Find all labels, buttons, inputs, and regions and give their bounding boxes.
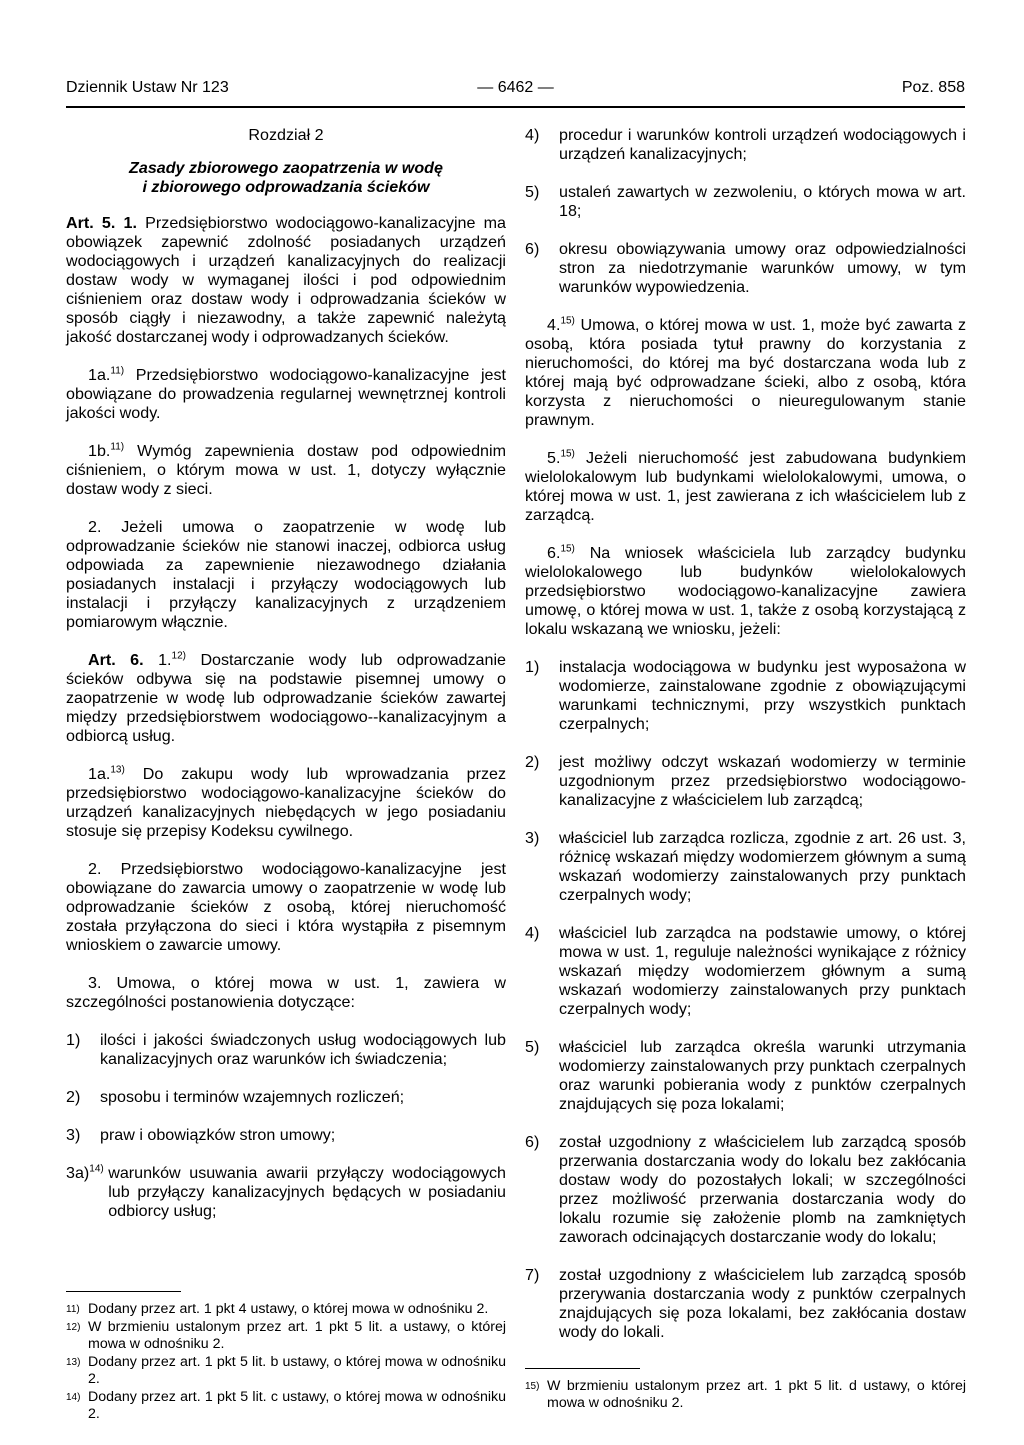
footnote-rule <box>66 1291 181 1292</box>
footnote-number: 13) <box>66 1357 81 1368</box>
chapter-title-line-1: Zasady zbiorowego zaopatrzenia w wodę <box>129 159 443 177</box>
footnote-ref-13[interactable]: 13) <box>110 764 125 776</box>
list-item-number: 6) <box>525 240 540 258</box>
list-item-number: 7) <box>525 1266 540 1284</box>
art6-paragraph-4 <box>525 316 966 430</box>
list-item <box>525 924 966 1019</box>
p4-text: Umowa, o której mowa w ust. 1, może być zawarta z osobą, która posiada tytuł prawny do korzystania z nieruchomości, do której ma być dostarczana woda lub z której mają być odprowadzane ścieki, albo z osobą, która korzysta z nieruchomości o nieuregulowanym stanie prawnym. <box>525 316 966 429</box>
footnote-number: 11) <box>66 1304 80 1315</box>
footnote-ref-15[interactable]: 15) <box>560 543 575 555</box>
footnote-rule <box>525 1368 640 1369</box>
chapter-heading: Rozdział 2 <box>248 126 324 144</box>
p1a-text: Przedsiębiorstwo wodociągowo-kanalizacyjne jest obowiązane do prowadzenia regularnej wewnętrznej kontroli jakości wody. <box>66 366 506 422</box>
item3a-number: 3a) <box>66 1164 90 1182</box>
footnote-ref-12[interactable]: 12) <box>171 650 186 662</box>
footnote-text: Dodany przez art. 1 pkt 5 lit. c ustawy, o której mowa w odnośniku 2. <box>88 1389 506 1422</box>
footnote-text: W brzmieniu ustalonym przez art. 1 pkt 5 lit. d ustawy, o której mowa w odnośniku 2. <box>547 1378 966 1411</box>
list-item <box>66 1126 506 1145</box>
list-item <box>66 1088 506 1107</box>
list-item-text: ustaleń zawartych w zezwoleniu, o których mowa w art. 18; <box>559 183 966 220</box>
list-item <box>525 183 966 221</box>
footnote <box>66 1319 506 1353</box>
p4-label: 4. <box>547 316 561 334</box>
list-item-text: okresu obowiązywania umowy oraz odpowiedzialności stron za niedotrzymanie warunków umowy, w tym warunków wypowiedzenia. <box>559 240 966 296</box>
art6-paragraph-5 <box>525 449 966 525</box>
list-item <box>525 753 966 810</box>
art6-paragraph-1 <box>66 651 506 746</box>
art5-paragraph-2: 2. Jeżeli umowa o zaopatrzenie w wodę lub odprowadzanie ścieków nie stanowi inaczej, odbiorca usług odpowiada za zapewnienie niezawodnego działania posiadanych instalacji i przyłączy wodociągowych lub instalacji i przyłączy kanalizacyjnych z urządzeniem pomiarowym włącznie. <box>66 518 506 631</box>
art5-paragraph-1a <box>66 366 506 423</box>
footnote-number: 14) <box>66 1392 81 1403</box>
p1b-text: Wymóg zapewnienia dostaw pod odpowiednim ciśnieniem, o którym mowa w ust. 1, dotyczy wyłącznie dostaw wody z sieci. <box>66 442 506 498</box>
footnote <box>66 1354 506 1388</box>
p6-text: Na wniosek właściciela lub zarządcy budynku wielolokalowego lub budynków wielolokalowych przedsiębiorstwo wodociągowo-kanalizacyjne zawiera umowę, o której mowa w ust. 1, także z osobą korzystającą z lokalu wskazaną we wniosku, jeżeli: <box>525 544 966 638</box>
list-item-text: właściciel lub zarządca na podstawie umowy, o której mowa w ust. 1, reguluje należności wynikające z różnicy wskazań między wodomierzem głównym a sumą wskazań wodomierzy zainstalowanych przy punktach czerpalnych wody; <box>559 924 966 1018</box>
list-item-text: ilości i jakości świadczonych usług wodociągowych lub kanalizacyjnych oraz warunków ich świadczenia; <box>100 1031 506 1068</box>
art6-text: Dostarczanie wody lub odprowadzanie ścieków odbywa się na podstawie pisemnej umowy o zaopatrzenie w wodę lub odprowadzanie ścieków zawartej między przedsiębiorstwem wodociągowo--kanalizacyjnym a odbiorcą usług. <box>66 651 506 745</box>
chapter-title <box>66 159 506 197</box>
list-item-text: procedur i warunków kontroli urządzeń wodociągowych i urządzeń kanalizacyjnych; <box>559 126 966 163</box>
footnote <box>66 1301 506 1318</box>
list-item-number: 3) <box>66 1126 81 1144</box>
p1b-label: 1b. <box>88 442 111 460</box>
list-item-text: warunków usuwania awarii przyłączy wodociągowych lub przyłączy kanalizacyjnych będących w posiadaniu odbiorcy usług; <box>108 1164 506 1220</box>
art5-paragraph-1 <box>66 214 506 347</box>
footnote-ref-11[interactable]: 11) <box>110 365 125 377</box>
chapter-title-line-2: i zbiorowego odprowadzania ścieków <box>142 178 430 196</box>
list-item-number: 5) <box>525 183 540 201</box>
list-item <box>525 1038 966 1114</box>
left-column <box>66 126 506 1424</box>
footnote-ref-15[interactable]: 15) <box>560 315 575 327</box>
list-item <box>525 240 966 297</box>
list-item <box>66 1031 506 1069</box>
list-item-number: 2) <box>66 1088 81 1106</box>
page-header <box>66 78 965 100</box>
art5-label: Art. 5. 1. <box>66 214 137 232</box>
list-item-number: 5) <box>525 1038 540 1056</box>
art6-1a-text: Do zakupu wody lub wprowadzania przez przedsiębiorstwo wodociągowo-kanalizacyjne ścieków do urządzeń kanalizacyjnych niebędących w jego posiadaniu stosuje się przepisy Kodeksu cywilnego. <box>66 765 506 840</box>
art6-label: Art. 6. <box>88 651 144 669</box>
list-item-text: został uzgodniony z właścicielem lub zarządcą sposób przerywania dostarczania wody z punktów czerpalnych znajdujących się poza lokalami, bez zakłócania dostaw wody do lokali. <box>559 1266 966 1341</box>
position-number: Poz. 858 <box>901 79 965 96</box>
page-number: — 6462 — <box>477 79 554 96</box>
list-item-text: instalacja wodociągowa w budynku jest wyposażona w wodomierze, zainstalowane zgodnie z obowiązującymi warunkami technicznymi, przy wszystkich punktach czerpalnych; <box>559 658 966 733</box>
p5-label: 5. <box>547 449 561 467</box>
list-item-number: 3) <box>525 829 540 847</box>
list-item-text: właściciel lub zarządca rozlicza, zgodnie z art. 26 ust. 3, różnicę wskazań między wodomierzem głównym a sumą wskazań wodomierzy zainstalowanych przy punktach czerpalnych wody; <box>559 829 966 904</box>
journal-title: Dziennik Ustaw Nr 123 <box>66 79 229 96</box>
art6-paragraph-1a <box>66 765 506 841</box>
art6-num: 1. <box>158 651 172 669</box>
art5-paragraph-1b <box>66 442 506 499</box>
footnote <box>525 1378 966 1412</box>
list-item <box>525 829 966 905</box>
list-item-number: 2) <box>525 753 540 771</box>
list-item-text: jest możliwy odczyt wskazań wodomierzy w terminie uzgodnionym przez przedsiębiorstwo wodociągowo-kanalizacyjne z właścicielem lub zarządcą; <box>559 753 966 809</box>
art6-paragraph-2: 2. Przedsiębiorstwo wodociągowo-kanalizacyjne jest obowiązane do zawarcia umowy o zaopatrzenie w wodę lub odprowadzanie ścieków z osobą, której nieruchomość została przyłączona do sieci i która wystąpiła z pisemnym wnioskiem o zawarcie umowy. <box>66 860 506 954</box>
footnote <box>66 1389 506 1423</box>
list-item <box>525 126 966 164</box>
footnote-number: 15) <box>525 1381 540 1392</box>
footnote-ref-11[interactable]: 11) <box>110 441 125 453</box>
right-column <box>525 126 966 1413</box>
art5-text: Przedsiębiorstwo wodociągowo-kanalizacyjne ma obowiązek zapewnić zdolność posiadanych urządzeń wodociągowych i urządzeń kanalizacyjnych do realizacji dostaw wody w wymaganej ilości i pod odpowiednim ciśnieniem oraz dostaw wody i odprowadzania ścieków w sposób ciągły i niezawodny, a także zapewnić należytą jakość dostarczanej wody i odprowadzanych ścieków. <box>66 214 506 346</box>
footnote-text: W brzmieniu ustalonym przez art. 1 pkt 5 lit. a ustawy, o której mowa w odnośniku 2. <box>88 1319 506 1352</box>
footnote-number: 12) <box>66 1322 81 1333</box>
list-item-number: 1) <box>66 1031 81 1049</box>
list-item-number: 4) <box>525 924 540 942</box>
footnote-text: Dodany przez art. 1 pkt 5 lit. b ustawy, o której mowa w odnośniku 2. <box>88 1354 506 1387</box>
list-item-number: 4) <box>525 126 540 144</box>
footnote-ref-15[interactable]: 15) <box>560 448 575 460</box>
header-rule <box>66 106 965 108</box>
list-item <box>525 1133 966 1247</box>
list-item <box>525 658 966 734</box>
list-item-text: sposobu i terminów wzajemnych rozliczeń; <box>100 1088 405 1106</box>
art6-paragraph-3: 3. Umowa, o której mowa w ust. 1, zawiera w szczególności postanowienia dotyczące: <box>66 974 506 1011</box>
list-item-number: 6) <box>525 1133 540 1151</box>
art6-paragraph-6 <box>525 544 966 639</box>
list-item-text: został uzgodniony z właścicielem lub zarządcą sposób przerwania dostarczania wody do lokalu bez zakłócania dostaw wody do pozostałych lokali; w szczególności przez możliwość przerwania dostarczania wody do lokalu rozumie się założenie plomb na zamkniętych zaworach odcinających dostarczanie wody do lokalu; <box>559 1133 966 1246</box>
list-item-number: 1) <box>525 658 540 676</box>
list-item-number <box>66 1164 108 1221</box>
list-item <box>525 1266 966 1342</box>
list-item-text: właściciel lub zarządca określa warunki utrzymania wodomierzy zainstalowanych przy punktach czerpalnych oraz warunki pobierania wody z punktów czerpalnych znajdujących się poza lokalami; <box>559 1038 966 1113</box>
footnote-text: Dodany przez art. 1 pkt 4 ustawy, o której mowa w odnośniku 2. <box>88 1301 489 1317</box>
p5-text: Jeżeli nieruchomość jest zabudowana budynkiem wielolokalowym lub budynkami wielolokalowymi, umowa, o której mowa w ust. 1, jest zawierana z ich właścicielem lub z zarządcą. <box>525 449 966 524</box>
p6-label: 6. <box>547 544 561 562</box>
p1a-label: 1a. <box>88 366 111 384</box>
list-item-3a <box>66 1164 506 1221</box>
list-item-text: praw i obowiązków stron umowy; <box>100 1126 336 1144</box>
art6-1a-label: 1a. <box>88 765 111 783</box>
footnote-ref-14[interactable]: 14) <box>89 1163 104 1175</box>
